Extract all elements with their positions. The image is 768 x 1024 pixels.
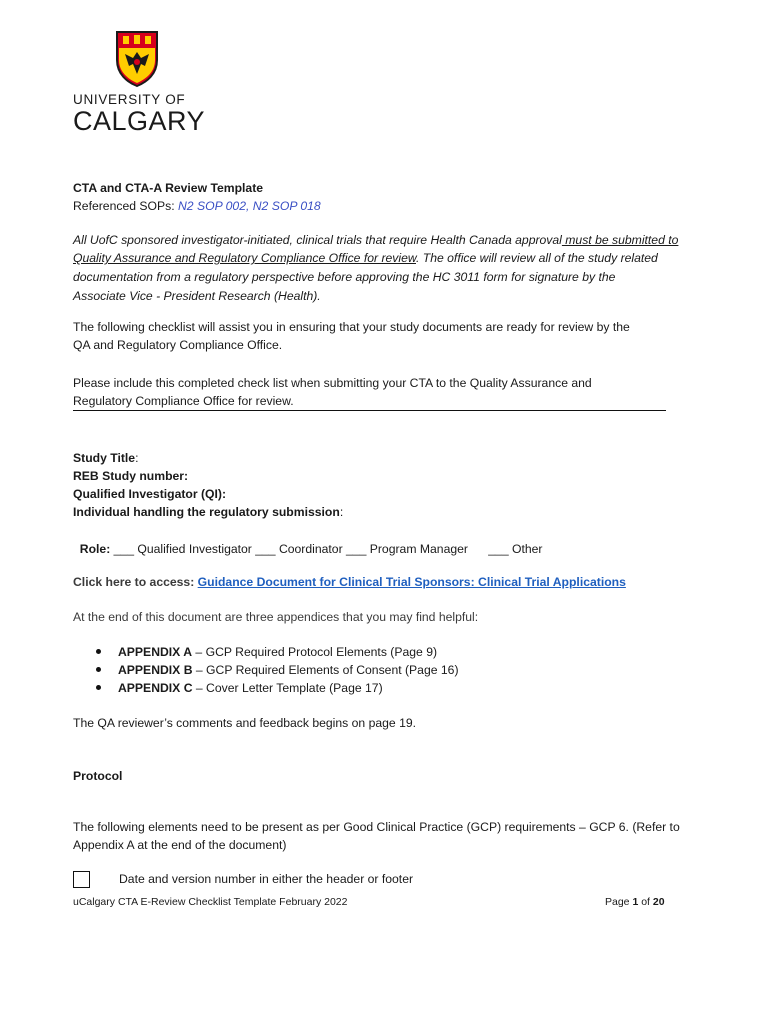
appendix-b-text: – GCP Required Elements of Consent (Page 16) [192, 663, 459, 677]
appendix-b-item [118, 661, 459, 679]
intro-l2-text: . The office will review all of the study related [416, 251, 658, 265]
bullet-icon [96, 649, 101, 654]
intro-line-1 [73, 231, 678, 249]
appendix-b-name: APPENDIX B [118, 663, 193, 677]
date-version-label: Date and version number in either the header or footer [119, 872, 414, 886]
guidance-document-link[interactable]: Guidance Document for Clinical Trial Sponsors: Clinical Trial Applications [197, 575, 626, 589]
logo-text-calgary: CALGARY [73, 106, 206, 136]
protocol-line-1: The following elements need to be present as per Good Clinical Practice (GCP) requirements – GCP 6. (Refer to [73, 820, 680, 834]
study-title-field: Study Title: [73, 451, 139, 465]
sops-label: Referenced SOPs: [73, 199, 178, 213]
section-divider [73, 410, 666, 411]
page-current: 1 [632, 896, 639, 908]
university-logo [73, 30, 206, 136]
appendix-a-name: APPENDIX A [118, 645, 193, 659]
logo-text-university-of: UNIVERSITY OF [73, 92, 186, 107]
intro-l2-underline: Quality Assurance and Regulatory Compliance Office for review [73, 251, 416, 265]
reb-number-label: REB Study number: [73, 469, 189, 483]
appendix-c-name: APPENDIX C [118, 681, 193, 695]
include-note-line-2: Regulatory Compliance Office for review. [73, 394, 294, 408]
shield-crest-icon [113, 30, 161, 88]
appendix-a-text: – GCP Required Protocol Elements (Page 9) [192, 645, 438, 659]
page-number [605, 893, 665, 911]
appendix-c-item [118, 679, 383, 697]
include-note-line-1: Please include this completed check list when submitting your CTA to the Quality Assurance and [73, 376, 592, 390]
role-options: ___ Qualified Investigator ___ Coordinator ___ Program Manager ___ Other [110, 542, 543, 556]
document-title: CTA and CTA-A Review Template [73, 181, 264, 195]
bullet-icon [96, 667, 101, 672]
date-version-checkbox[interactable] [73, 871, 90, 888]
page-total: 20 [652, 896, 665, 908]
study-title-label: Study Title [73, 451, 136, 465]
qi-label: Qualified Investigator (QI): [73, 487, 227, 501]
protocol-line-2: Appendix A at the end of the document) [73, 838, 287, 852]
referenced-sops [73, 197, 321, 215]
intro-l1-underline: must be submitted to [561, 233, 679, 247]
footer-left-text: uCalgary CTA E-Review Checklist Template February 2022 [73, 896, 348, 908]
role-field [73, 522, 542, 558]
bullet-icon [96, 685, 101, 690]
intro-line-4: Associate Vice - President Research (Health). [73, 289, 321, 303]
individual-label: Individual handling the regulatory submission [73, 505, 340, 519]
access-label: Click here to access: [73, 575, 198, 589]
protocol-heading: Protocol [73, 769, 123, 783]
appendix-c-text: – Cover Letter Template (Page 17) [192, 681, 383, 695]
appendices-intro: At the end of this document are three appendices that you may find helpful: [73, 610, 479, 624]
intro-line-3: documentation from a regulatory perspective before approving the HC 3011 form for signature by the [73, 270, 616, 284]
page-prefix: Page [605, 896, 633, 908]
individual-field: Individual handling the regulatory submission: [73, 505, 344, 519]
page-of: of [638, 896, 653, 908]
appendix-a-item [118, 643, 437, 661]
sops-links[interactable]: N2 SOP 002, N2 SOP 018 [178, 199, 321, 213]
checklist-note-line-2: QA and Regulatory Compliance Office. [73, 338, 283, 352]
qa-reviewer-note: The QA reviewer’s comments and feedback begins on page 19. [73, 716, 417, 730]
intro-line-2 [73, 249, 658, 267]
intro-l1-text: All UofC sponsored investigator-initiated, clinical trials that require Health Canada approval [73, 233, 562, 247]
role-label: Role: [79, 542, 111, 556]
access-line [73, 573, 626, 591]
checklist-note-line-1: The following checklist will assist you in ensuring that your study documents are ready for review by the [73, 320, 630, 334]
